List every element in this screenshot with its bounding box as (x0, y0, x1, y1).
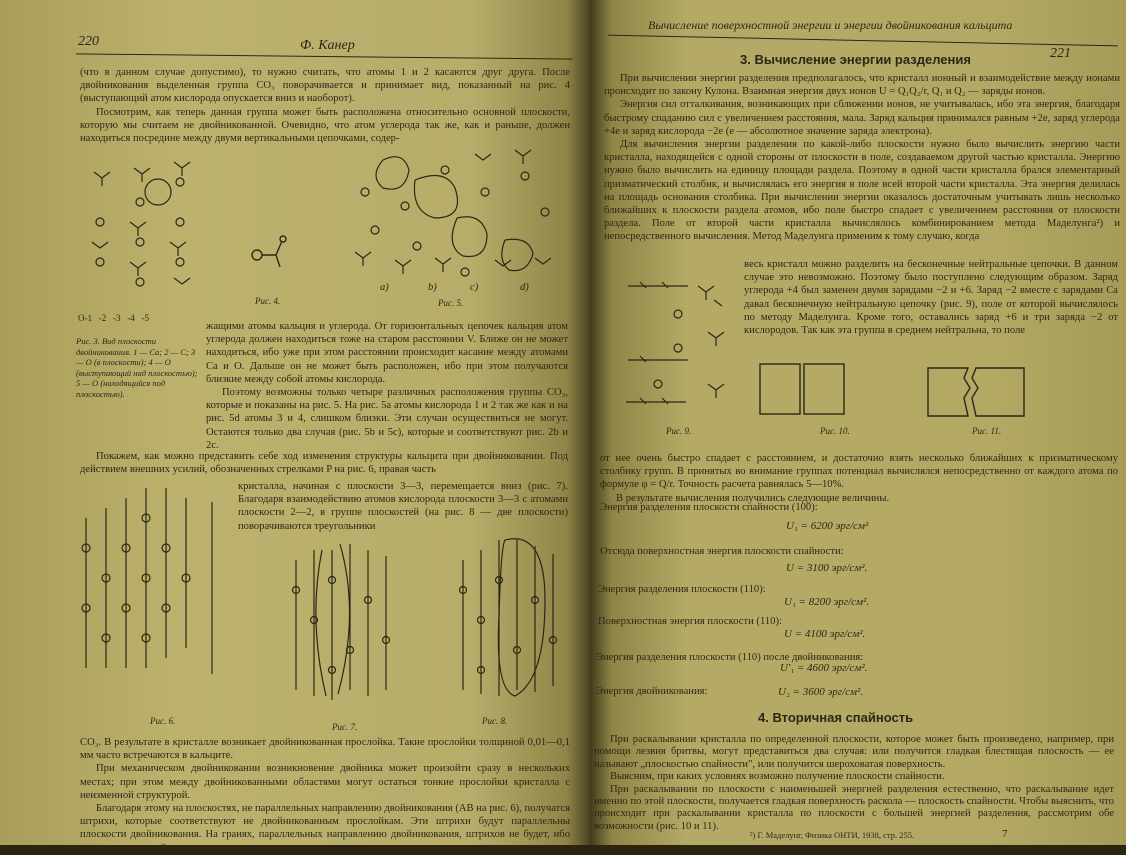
header-rule-right (608, 35, 1118, 47)
left-page: 220 Ф. Канер (что в данном случае допустимо), то нужно считать, что атомы 1 и 2 касаются друг друга. После двойникования выделенная группа CO₃ поворачивается и принимает вид, показанный на рис. 4 (выступающий атом кислорода опускается вниз и наоборот). Посмотрим, как теперь данная группа может быть расположена относительно основной плоскости, которую мы считаем не двойникованной. Очевидно, что атом углерода так же, как и раньше, должен находиться посредине между двумя вертикальными цепочками, содер- О-1 -2 -3 -4 -5 Рис. 3. Вид плоскости двойникования. 1 — Ca; 2 — C; 3 — O (в плоскости); 4 — O (выступающий над плоскостью); 5 — O (находящийся под плоскостью). Рис. 4. a) b) c) d) Рис. 5. жащими атомы кальция и углерода. От горизонтальных цепочек кальция атом углерода должен находиться тоже на старом расстоянии V. Ближе он не может находиться, ибо уже при этом расстоянии происходит касание между атомами Ca и O. Дальше он не может быть расположен, ибо при этом получаются близкие между собой атомы кислорода. Поэтому возможны только четыре различных расположения группы CO₃, которые и показаны на рис. 5. На рис. 5a атомы кислорода 1 и 2 так же как и на рис. 5d атомы 3 и 4, слишком близки. Эти случаи осуществиться не могут. Остаются только два случая (рис. 5b и 5c), которые и соответствуют рис. 2b и 2c. Покажем, как можно представить себе ход изменения структуры кальцита при двойниковании. Под действием внешних усилий, обозначенных стрелками P на рис. 6, правая часть Рис. 6. кристалла, начиная с плоскости 3—3, перемещается вниз (рис. 7). Благодаря взаимодействию атомов кислорода плоскости 3—3 с атомами плоскости 2—2, в группе плоскостей (на рис. 8 — две плоскости) поворачиваются треугольники Рис. 7. Рис. 8. CO₃. В результате в кристалле возникает двойникованная прослойка. Такие прослойки толщиной 0,01—0,1 мм часто встречаются в кальците. При механическом двойниковании возникновение двойника может произойти сразу в нескольких местах; при этом между двойникованными областями могут остаться тонкие прослойки кристалла с неизменной структурой. Благодаря этому на плоскостях, не параллельных направлению двойникования (AB на рис. 6), получатся штрихи, которые соответствуют не двойникованным прослойкам. Эти штрихи будут параллельны плоскости двойникования. На гранях, параллельных направлению двойникования, штрихов не будет, ибо эти грани при двойниковании не меняют своего поло- (0, 0, 590, 845)
result-label: Отсюда поверхностная энергия плоскости спайности: (600, 546, 844, 557)
paragraph: кристалла, начиная с плоскости 3—3, перемещается вниз (рис. 7). Благодаря взаимодействию атомов кислорода плоскости 3—3 с атомами плоскости 2—2, в группе плоскостей (на рис. 8 — две плоскости) поворачиваются треугольники (238, 481, 568, 532)
section-3-title: 3. Вычисление энергии разделения (740, 52, 971, 67)
paragraph: При механическом двойниковании возникновение двойника может произойти сразу в нескольких местах; при этом между двойникованными областями могут остаться тонкие прослойки кристалла с неизменной структурой. (80, 763, 570, 801)
paragraph: Благодаря этому на плоскостях, не параллельных направлению двойникования (AB на рис. 6), получатся штрихи, которые соответствуют не двойникованным прослойкам. Эти штрихи будут параллельны плоскости двойникования. На гранях, параллельных направлению двойникования, штрихов не будет, ибо эти грани при двойниковании не меняют своего поло- (80, 803, 570, 854)
paragraph: Поэтому возможны только четыре различных расположения группы CO₃, которые и показаны на рис. 5. На рис. 5a атомы кислорода 1 и 2 так же как и на рис. 5d атомы 3 и 4, слишком близки. Эти случаи осуществиться не могут. Остаются только два случая (рис. 5b и 5c), которые и соответствуют рис. 2b и 2c. (206, 387, 568, 451)
signature-number: 7 (1002, 828, 1008, 840)
result-equation: U'₁ = 4600 эрг/см². (780, 662, 868, 674)
running-head-right: Вычисление поверхностной энергии и энергии двойникования кальцита (648, 18, 1013, 32)
paragraph: Посмотрим, как теперь данная группа может быть расположена относительно основной плоскости, которую мы считаем не двойникованной. Очевидно, что атом углерода так же, как и раньше, должен находиться посредине между двумя вертикальными цепочками, содер- (80, 106, 570, 145)
figure-8-diagram (455, 530, 570, 700)
paragraph: от нее очень быстро спадает с расстоянием, и достаточно взять несколько ближайших к призматическому столбику групп. В принятых во внимание группах потенциал вычислялся непосредственно от каждого атома по формуле φ = Q/r. Точность расчета равнялась 5—10%. (600, 453, 1118, 491)
result-label: Энергия разделения плоскости спайности (100): (600, 502, 818, 513)
right-text-after-figs (600, 452, 1118, 505)
paragraph: При раскалывании по плоскости с наименьшей энергией разделения естественно, что раскалывание идет именно по этой плоскости, получается гладкая поверхность раскола — плоскость спайности. Чтобы выяснить, что происходит при раскалывании кристалла по плоскости с большей энергией разделения, рассмотрим обе возможности (рис. 10 и 11). (594, 783, 1114, 832)
paragraph: Покажем, как можно представить себе ход изменения структуры кальцита при двойниковании. Под действием внешних усилий, обозначенных стрелками P на рис. 6, правая часть (80, 451, 568, 476)
figure-5-caption: Рис. 5. (438, 298, 464, 308)
page-number-right: 221 (1050, 46, 1071, 61)
paragraph: При вычислении энергии разделения предполагалось, что кристалл ионный и взаимодействие между ионами происходит по закону Кулона. Взаимная энергия двух ионов U = Q₁Q₂/r, Q₁ и Q₂ — заряды ионов. (604, 73, 1120, 98)
result-equation: U₁ = 6200 эрг/см² (786, 520, 869, 532)
left-text-para6 (238, 480, 568, 533)
result-equation: U = 4100 эрг/см². (784, 628, 866, 640)
left-text-top (80, 66, 570, 145)
result-equation: U₁ = 8200 эрг/см². (784, 596, 870, 608)
figure-6-diagram (78, 478, 218, 678)
paragraph: (что в данном случае допустимо), то нужно считать, что атомы 1 и 2 касаются друг друга. После двойникования выделенная группа CO₃ поворачивается и принимает вид, показанный на рис. 4 (выступающий атом кислорода опускается вниз и наоборот). (80, 67, 570, 105)
result-label: Энергия разделения плоскости (110) после двойникования: (596, 652, 864, 663)
figure-10-caption: Рис. 10. (820, 426, 850, 436)
figure-11-caption: Рис. 11. (972, 426, 1002, 436)
paragraph: жащими атомы кальция и углерода. От горизонтальных цепочек кальция атом углерода должен находиться тоже на старом расстоянии V. Ближе он не может находиться, ибо уже при этом расстоянии происходит касание между атомами Ca и O. Дальше он не может быть расположен, ибо при этом получаются близкие между собой атомы кислорода. (206, 321, 568, 385)
paragraph: весь кристалл можно разделить на бесконечные нейтральные цепочки. В данном случае это невозможно. Поэтому было поступлено следующим образом. Заряд углерода +4 был заменен двумя зарядами −2 и +6. Заряд −2 вместе с зарядами Ca давал бесконечную нейтральную цепочку (рис. 9), поле от которой вычислялось по методу Маделунга. Кроме того, оставались заряд +6 и три заряда −2 от кислородов. Так как эта группа в среднем нейтральна, то поле (744, 259, 1118, 337)
paragraph: При раскалывании кристалла по определенной плоскости, которое может быть произведено, например, при помощи лезвия бритвы, могут представиться два случая: или получится гладкая блестящая плоскость — ее называют „плоскостью спайности", или получится шероховатая поверхность. (594, 734, 1114, 770)
result-equation: U = 3100 эрг/см². (786, 562, 868, 574)
page-number-left: 220 (78, 34, 99, 49)
section-4-title: 4. Вторичная спайность (758, 710, 914, 725)
result-label: Энергия разделения плоскости (110): (598, 584, 766, 595)
figure-7-caption: Рис. 7. (332, 722, 358, 732)
left-text-bottom (80, 736, 570, 855)
paragraph: Выясним, при каких условиях возможно получение плоскости спайности. (610, 771, 945, 783)
left-text-mid (206, 320, 568, 452)
figure-7-diagram (288, 540, 398, 700)
right-text-top (604, 72, 1120, 244)
figure-4-caption: Рис. 4. (255, 296, 281, 306)
paragraph: Энергия сил отталкивания, возникающих при сближении ионов, не учитывалась, ибо эта энергия, благодаря быстрому спаданию сил с увеличением расстояния, мала. Заряд кальция принимался равным +2e, заряд углерода +4e и заряд кислорода −2e (e — абсолютное значение заряда электрона). (604, 99, 1120, 137)
right-text-bottom (594, 734, 1114, 833)
figure-9-caption: Рис. 9. (666, 426, 692, 436)
result-label: Энергия двойникования: (596, 686, 708, 697)
figure-9-diagram (618, 272, 748, 417)
paragraph: В результате вычисления получились следующие величины. (616, 492, 890, 504)
figure-11-diagram (926, 366, 1026, 418)
figure-5-diagram (345, 140, 570, 290)
running-head-left: Ф. Канер (300, 38, 355, 53)
result-label: Поверхностная энергия плоскости (110): (598, 616, 782, 627)
figure-3-lattice (80, 150, 210, 300)
figure-3-legend: О-1 -2 -3 -4 -5 (78, 313, 149, 323)
right-text-mid (744, 258, 1118, 337)
footnote: ²) Г. Маделунг, Физика ОНТИ, 1938, стр. 255. (750, 830, 915, 840)
right-page (590, 0, 1126, 845)
paragraph: Для вычисления энергии разделения по какой-либо плоскости нужно было вычислить энергию части кристалла, находящейся с одной стороны от плоскости в поле, создаваемом другой частью кристалла. Энергию нужно было вычислить на единицу площади раздела. Поэтому в одной части кристалла брался элементарный призматический столбик, и вычислялась его энергия в поле всей второй части кристалла. Эта энергия делилась на площадь основания столбика. При вычислении энергии оказалось достаточным учитывать лишь несколько ближайших к плоскости раздела атомов, ибо поле быстро спадает с увеличением расстояния от плоскости раздела. Поле от второй части кристалла вычислялось комбинированием метода Маделунга²) и непосредственного вычисления. Метод Маделунга применим к тому случаю, когда (604, 139, 1120, 243)
figure-4-diagram (245, 225, 295, 285)
figure-6-caption: Рис. 6. (150, 716, 176, 726)
figure-8-caption: Рис. 8. (482, 716, 508, 726)
figure-3-caption: Рис. 3. Вид плоскости двойникования. 1 — Ca; 2 — C; 3 — O (в плоскости); 4 — O (выступающий над плоскостью); 5 — O (находящийся под плоскостью). (76, 336, 198, 399)
figure-10-diagram (758, 362, 848, 417)
left-text-para5 (80, 450, 568, 476)
header-rule-left (76, 53, 572, 59)
paragraph: CO₃. В результате в кристалле возникает двойникованная прослойка. Такие прослойки толщиной 0,01—0,1 мм часто встречаются в кальците. (80, 737, 570, 762)
result-equation: U₂ = 3600 эрг/см². (778, 686, 864, 698)
